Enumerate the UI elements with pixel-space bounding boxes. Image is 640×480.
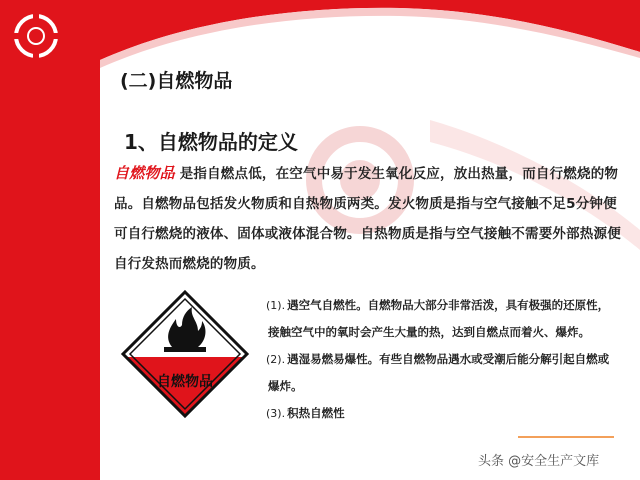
hazard-sign [120, 289, 250, 419]
property-line: 爆炸。 [268, 379, 303, 393]
property-line: (1). 遇空气自燃性。自燃物品大部分非常活泼，具有极强的还原性， [266, 298, 610, 312]
top-wave-decoration [100, 0, 640, 70]
properties-list [266, 292, 634, 427]
section-heading: (二)自燃物品 [120, 70, 233, 92]
definition-paragraph [114, 158, 630, 279]
flame-diamond-icon [120, 289, 250, 419]
definition-text: 是指自燃点低，在空气中易于发生氧化反应，放出热量，而自行燃烧的物品。自燃物品包括发火物质和自热物质两类。发火物质是指与空气接触不足5分钟便可自行燃烧的液体、固体或液体混合物。自热物质是指与空气接触不需要外部热源便自行发热而燃烧的物质。 [114, 166, 621, 272]
property-line: (2). 遇湿易燃易爆性。有些自燃物品遇水或受潮后能分解引起自燃或 [266, 352, 610, 366]
corner-logo-icon [8, 8, 64, 64]
property-line: (3). 积热自燃性 [266, 406, 345, 420]
definition-title: 1、自燃物品的定义 [124, 130, 298, 154]
left-red-band [0, 0, 100, 480]
hazard-sign-label: 自燃物品 [157, 374, 213, 390]
attribution-watermark: 头条 @安全生产文库 [478, 454, 600, 469]
property-line: 接触空气中的氧时会产生大量的热，达到自燃点而着火、爆炸。 [268, 325, 590, 339]
definition-term: 自燃物品 [114, 164, 175, 182]
footer-accent-line [518, 436, 614, 438]
